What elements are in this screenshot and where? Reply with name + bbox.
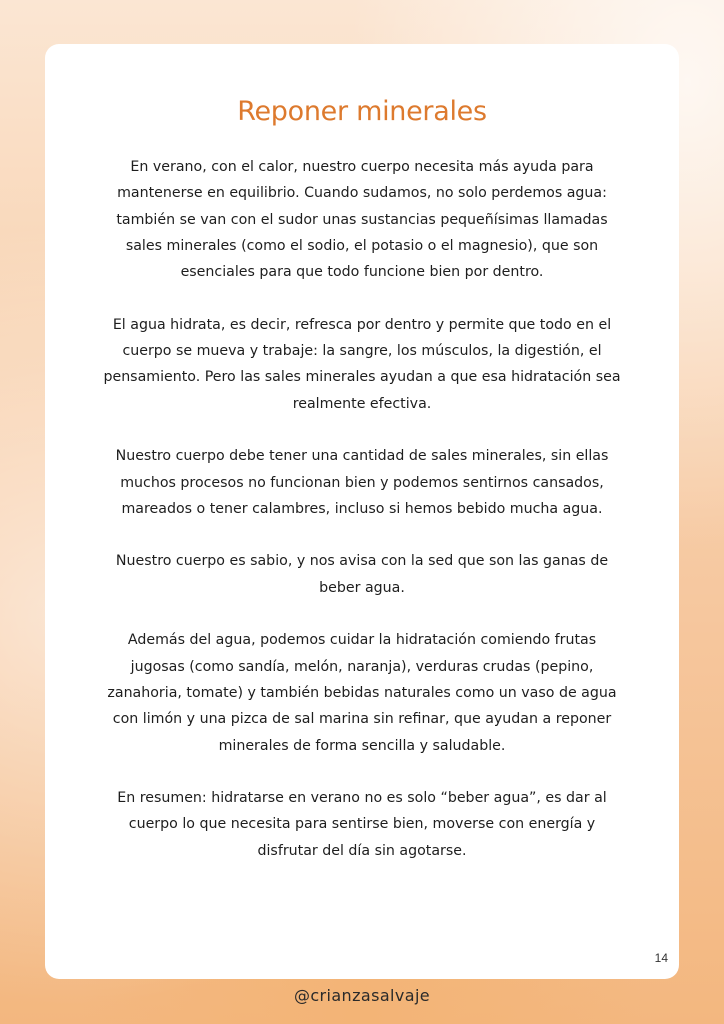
paragraph-summary: En resumen: hidratarse en verano no es solo “beber agua”, es dar al cuerpo lo que necesita para sentirse bien, moverse con energía y disfrutar del día sin agotarse. (117, 790, 607, 859)
article-body (101, 154, 623, 890)
paragraph-intro: En verano, con el calor, nuestro cuerpo necesita más ayuda para mantenerse en equilibrio. Cuando sudamos, no solo perdemos agua: también se van con el sudor unas sustancias pequeñísimas llamadas sales minerales (como el sodio, el potasio o el magnesio), que son esenciales para que todo funcione bien por dentro. (116, 159, 608, 281)
paragraph-minerals: Nuestro cuerpo debe tener una cantidad de sales minerales, sin ellas muchos procesos no funcionan bien y podemos sentirnos cansados, mareados o tener calambres, incluso si hemos bebido mucha agua. (115, 448, 609, 517)
page-title: Reponer minerales (237, 96, 487, 127)
paragraph-thirst: Nuestro cuerpo es sabio, y nos avisa con la sed que son las ganas de beber agua. (115, 553, 609, 596)
content-card (45, 44, 679, 979)
page-number: 14 (654, 951, 668, 965)
paragraph-foods: Además del agua, podemos cuidar la hidratación comiendo frutas jugosas (como sandía, melón, naranja), verduras crudas (pepino, zanahoria, tomate) y también bebidas naturales como un vaso de agua con limón y una pizca de sal marina sin refinar, que ayudan a reponer minerales de forma sencilla y saludable. (107, 632, 617, 754)
social-handle: @crianzasalvaje (293, 986, 431, 1005)
paragraph-hydration: El agua hidrata, es decir, refresca por dentro y permite que todo en el cuerpo se mueva y trabaje: la sangre, los músculos, la digestión, el pensamiento. Pero las sales minerales ayudan a que esa hidratación sea realmente efectiva. (103, 316, 621, 412)
